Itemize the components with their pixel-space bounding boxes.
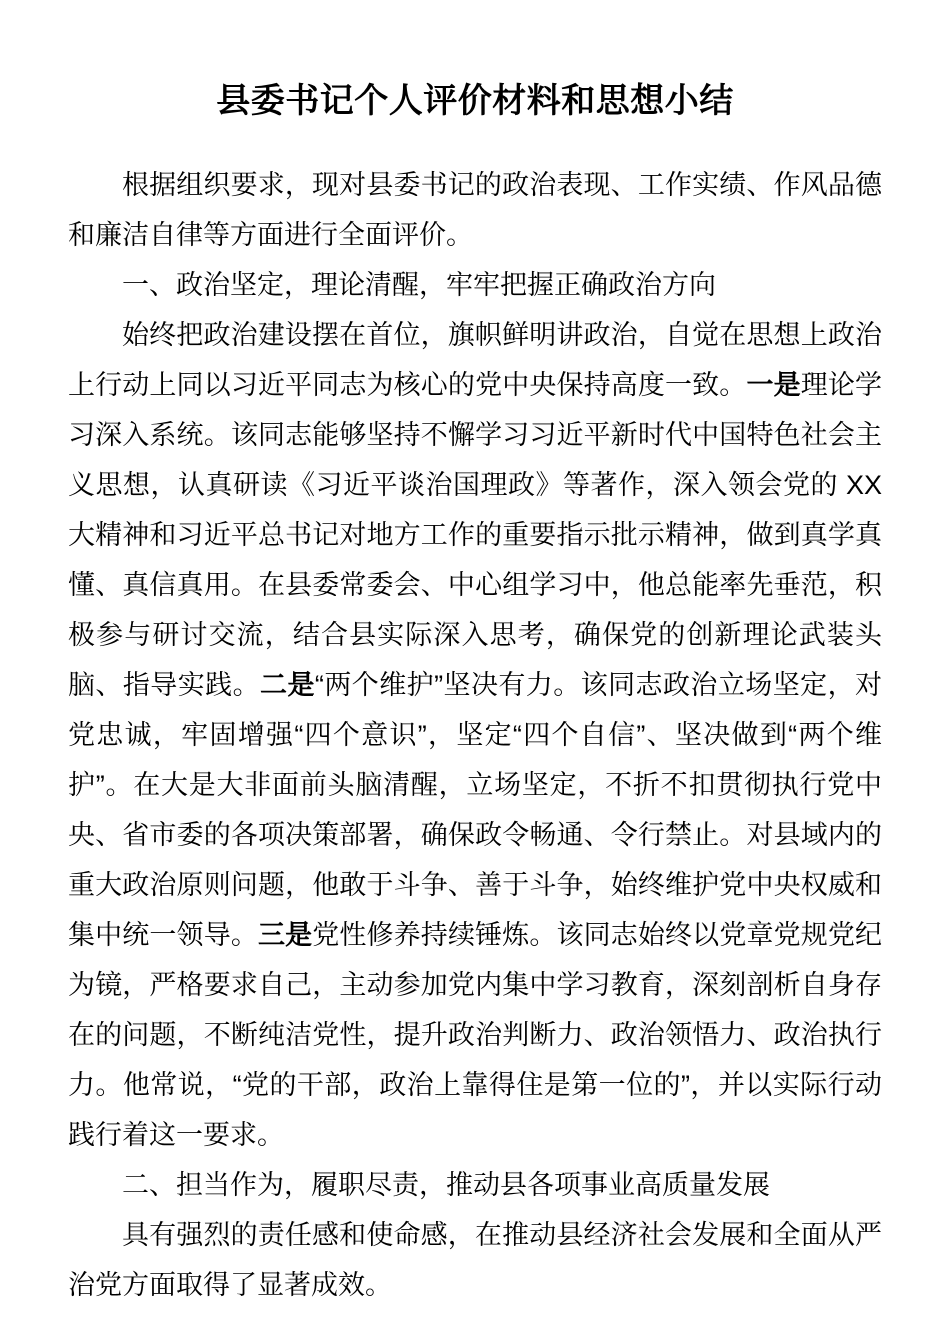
paragraph-intro bbox=[68, 160, 882, 260]
section-heading-1 bbox=[68, 260, 882, 310]
section-1-point-one-text: 理论学习深入系统。该同志能够坚持不懈学习习近平新时代中国特色社会主义思想，认真研读《习近平谈治国理政》等著作，深入领会党的 XX 大精神和习近平总书记对地方工作的重要指示批示精神，做到真学真懂、真信真用。在县委常委会、中心组学习中，他总能率先垂范，积极参与研讨交流，结合县实际深入思考，确保党的创新理论武装头脑、指导实践。 bbox=[68, 370, 883, 700]
emphasis-marker-one: 一是 bbox=[746, 370, 801, 400]
paragraph-intro-text: 根据组织要求，现对县委书记的政治表现、工作实绩、作风品德和廉洁自律等方面进行全面评价。 bbox=[68, 170, 882, 250]
section-2-lead-text: 具有强烈的责任感和使命感，在推动县经济社会发展和全面从严治党方面取得了显著成效。 bbox=[68, 1220, 882, 1300]
section-heading-1-text: 一、政治坚定，理论清醒，牢牢把握正确政治方向 bbox=[122, 270, 716, 300]
section-1-point-three-text: 党性修养持续锤炼。该同志始终以党章党规党纪为镜，严格要求自己，主动参加党内集中学习教育，深刻剖析自身存在的问题，不断纯洁党性，提升政治判断力、政治领悟力、政治执行力。他常说，“党的干部，政治上靠得住是第一位的”，并以实际行动践行着这一要求。 bbox=[68, 920, 883, 1150]
document-body bbox=[68, 160, 882, 1310]
emphasis-marker-two: 二是 bbox=[260, 670, 315, 700]
section-1-lead-text: 始终把政治建设摆在首位，旗帜鲜明讲政治，自觉在思想上政治上行动上同以习近平同志为核心的党中央保持高度一致。 bbox=[68, 320, 882, 400]
section-heading-2 bbox=[68, 1160, 882, 1210]
page-title: 县委书记个人评价材料和思想小结 bbox=[216, 81, 734, 120]
paragraph-section-1-body bbox=[68, 310, 882, 1160]
section-heading-2-text: 二、担当作为，履职尽责，推动县各项事业高质量发展 bbox=[122, 1170, 770, 1200]
emphasis-marker-three: 三是 bbox=[257, 920, 313, 950]
paragraph-section-2-body bbox=[68, 1210, 882, 1310]
section-1-point-two-text: “两个维护”坚决有力。该同志政治立场坚定，对党忠诚，牢固增强“四个意识”，坚定“四个自信”、坚决做到“两个维护”。在大是大非面前头脑清醒，立场坚定，不折不扣贯彻执行党中央、省市委的各项决策部署，确保政令畅通、令行禁止。对县域内的重大政治原则问题，他敢于斗争、善于斗争，始终维护党中央权威和集中统一领导。 bbox=[68, 670, 883, 950]
